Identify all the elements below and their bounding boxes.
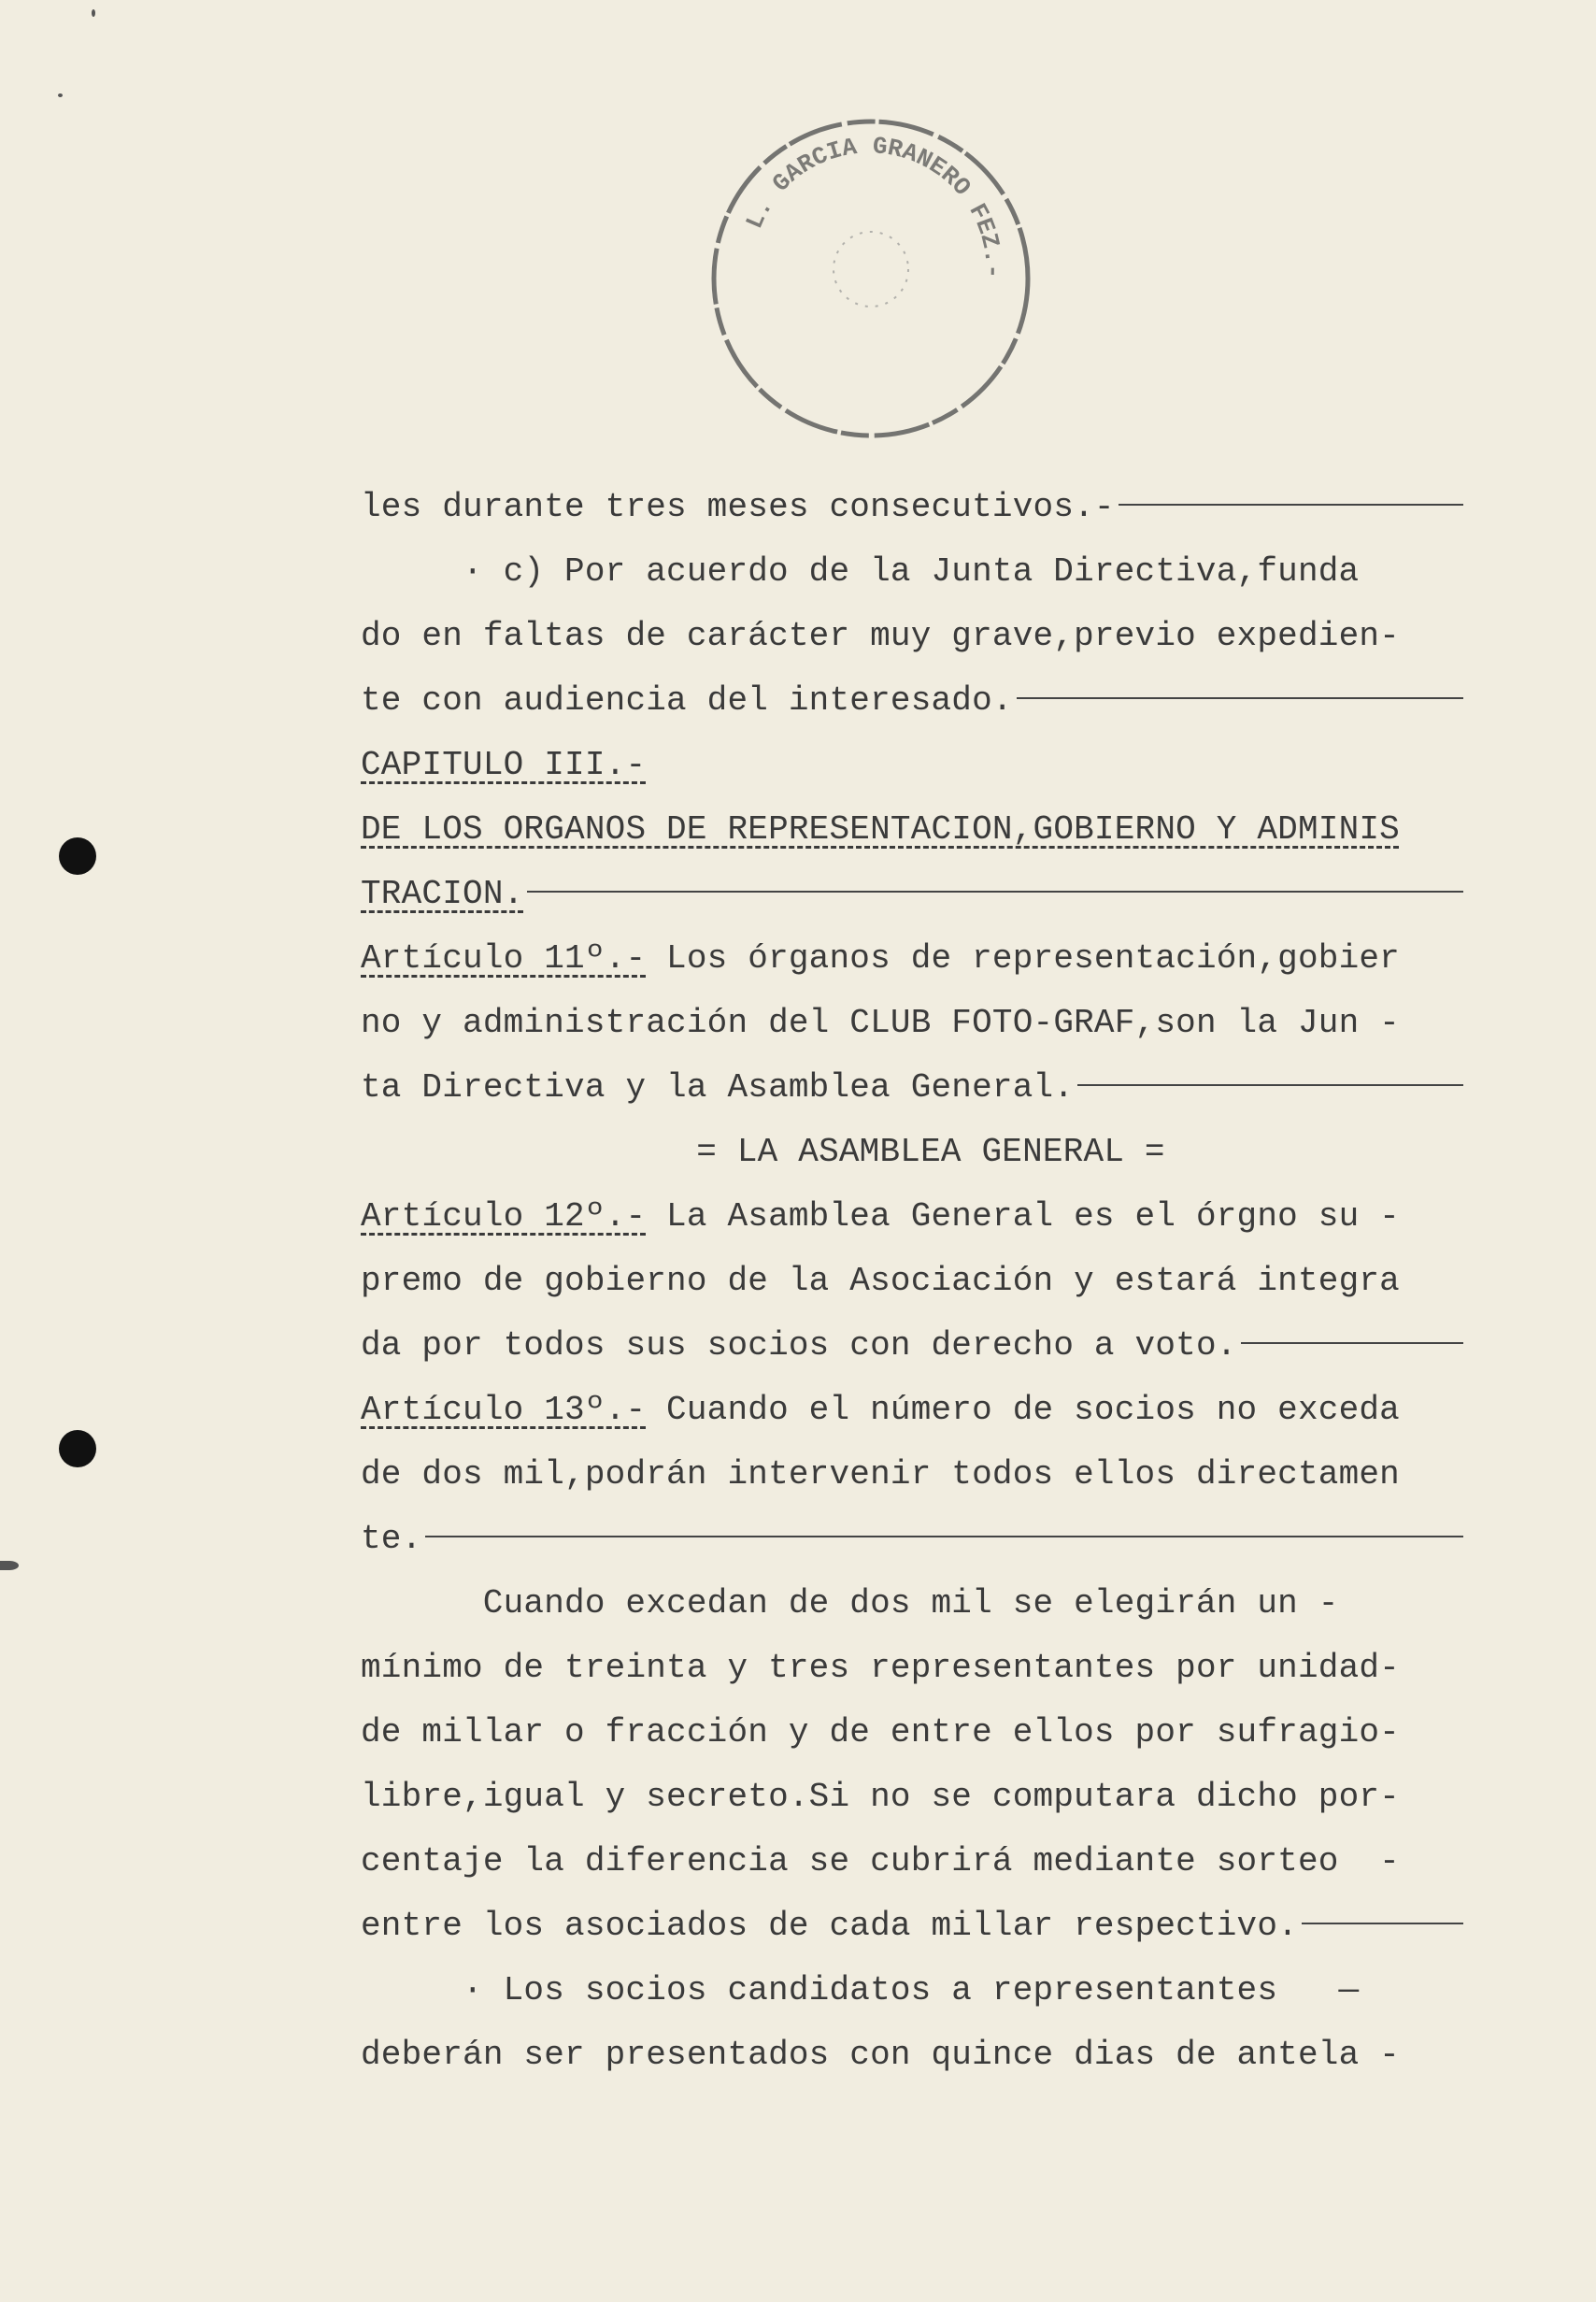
dash-filler-line [1302, 1923, 1463, 1924]
line-text: libre,igual y secreto.Si no se computara dicho por- [361, 1778, 1400, 1816]
text-line [361, 1520, 1463, 1584]
line-text: te. [361, 1520, 422, 1558]
text-line [361, 1842, 1463, 1907]
dash-filler-line [1119, 504, 1463, 506]
text-line [361, 2036, 1463, 2100]
text-line [361, 810, 1463, 875]
text-line [361, 488, 1463, 552]
text-line [361, 1778, 1463, 1842]
dash-filler-line [1077, 1084, 1463, 1086]
text-line [361, 1907, 1463, 1971]
line-text: ta Directiva y la Asamblea General. [361, 1068, 1075, 1107]
line-text: mínimo de treinta y tres representantes por unidad- [361, 1649, 1400, 1687]
line-text: = LA ASAMBLEA GENERAL = [696, 1133, 1165, 1171]
text-line [361, 939, 1463, 1004]
line-text: de millar o fracción y de entre ellos por sufragio- [361, 1713, 1400, 1752]
line-text: de dos mil,podrán intervenir todos ellos directamen [361, 1455, 1400, 1494]
line-text: do en faltas de carácter muy grave,previo expedien- [361, 617, 1400, 655]
text-line [361, 552, 1463, 617]
line-text: Los órganos de representación,gobier [646, 939, 1400, 978]
dash-filler-line [1241, 1342, 1463, 1344]
text-line [361, 746, 1463, 810]
text-line [361, 1068, 1463, 1133]
underlined-heading: CAPITULO III.- [361, 746, 647, 784]
line-text: te con audiencia del interesado. [361, 681, 1013, 720]
text-line [361, 681, 1463, 746]
text-line [361, 1326, 1463, 1391]
line-text: les durante tres meses consecutivos.- [361, 488, 1115, 526]
stamp-text: L. GARCIA GRANERO FEZ.- [740, 132, 1007, 279]
rubber-stamp-seal [703, 110, 1039, 447]
text-line [361, 1971, 1463, 2036]
text-line [361, 1649, 1463, 1713]
typewritten-document-body [361, 488, 1463, 2100]
text-line [361, 1584, 1463, 1649]
line-text: · Los socios candidatos a representantes — [463, 1971, 1360, 2009]
line-text: deberán ser presentados con quince dias de antela - [361, 2036, 1400, 2074]
line-text: La Asamblea General es el órgno su - [646, 1197, 1400, 1236]
text-line [361, 617, 1463, 681]
binder-hole [59, 1430, 96, 1467]
underlined-heading: DE LOS ORGANOS DE REPRESENTACION,GOBIERNO Y ADMINIS [361, 810, 1400, 849]
dash-filler-line [527, 891, 1463, 893]
dash-filler-line [1017, 697, 1463, 699]
text-line [361, 1455, 1463, 1520]
text-line [361, 1262, 1463, 1326]
underlined-heading: TRACION. [361, 875, 524, 913]
binder-hole [59, 837, 96, 875]
text-line [361, 1197, 1463, 1262]
text-line [361, 1713, 1463, 1778]
dash-filler-line [425, 1536, 1463, 1537]
underlined-heading: Artículo 13º.- [361, 1391, 647, 1429]
line-text: da por todos sus socios con derecho a voto. [361, 1326, 1237, 1365]
line-text: Cuando excedan de dos mil se elegirán un - [482, 1584, 1339, 1623]
line-text: Cuando el número de socios no exceda [646, 1391, 1400, 1429]
line-text: premo de gobierno de la Asociación y estará integra [361, 1262, 1400, 1300]
line-text: · c) Por acuerdo de la Junta Directiva,funda [463, 552, 1360, 591]
line-text: no y administración del CLUB FOTO-GRAF,son la Jun - [361, 1004, 1400, 1042]
underlined-heading: Artículo 11º.- [361, 939, 647, 978]
text-line [361, 1133, 1463, 1197]
line-text: centaje la diferencia se cubrirá mediante sorteo - [361, 1842, 1400, 1880]
text-line [361, 1391, 1463, 1455]
text-line [361, 1004, 1463, 1068]
text-line [361, 875, 1463, 939]
underlined-heading: Artículo 12º.- [361, 1197, 647, 1236]
line-text: entre los asociados de cada millar respectivo. [361, 1907, 1298, 1945]
